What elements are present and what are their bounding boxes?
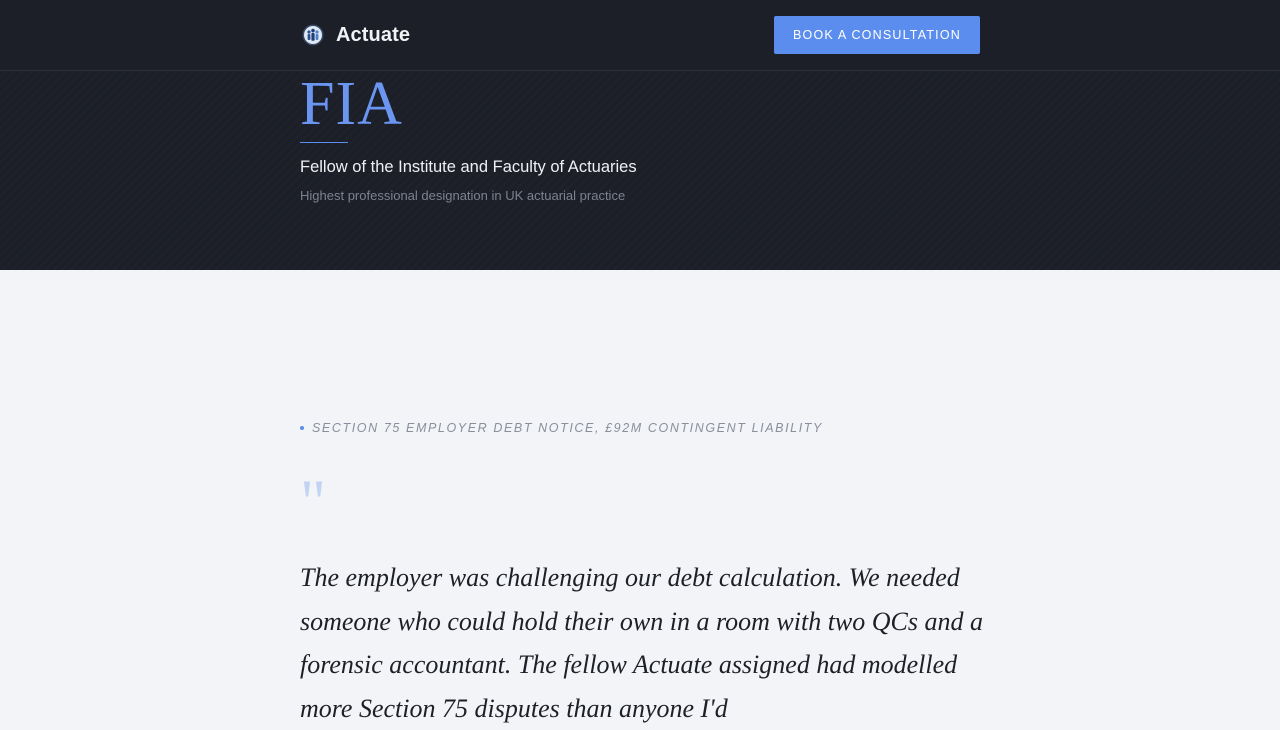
hero-section	[0, 0, 1280, 270]
case-tag	[300, 421, 823, 435]
figures-emblem-icon	[302, 24, 324, 46]
credential-code: FIA	[300, 70, 403, 138]
accent-divider	[300, 142, 348, 143]
brand-name: Actuate	[336, 23, 411, 46]
brand-home-link[interactable]	[302, 22, 410, 48]
credential-description: Highest professional designation in UK actuarial practice	[300, 188, 626, 203]
quote-mark-icon: "	[300, 466, 327, 537]
credential-title: Fellow of the Institute and Faculty of Actuaries	[300, 158, 637, 176]
bullet-dot-icon	[300, 426, 304, 430]
case-label: SECTION 75 EMPLOYER DEBT NOTICE, £92M CONTINGENT LIABILITY	[312, 421, 823, 435]
testimonial-quote: The employer was challenging our debt calculation. We needed someone who could hold their own in a room with two QCs and a forensic accountant. The fellow Actuate assigned had modelled more Section 75 disputes than anyone I'd	[300, 563, 983, 723]
book-consultation-button[interactable]: BOOK A CONSULTATION	[774, 16, 980, 54]
top-navbar	[0, 0, 1280, 71]
